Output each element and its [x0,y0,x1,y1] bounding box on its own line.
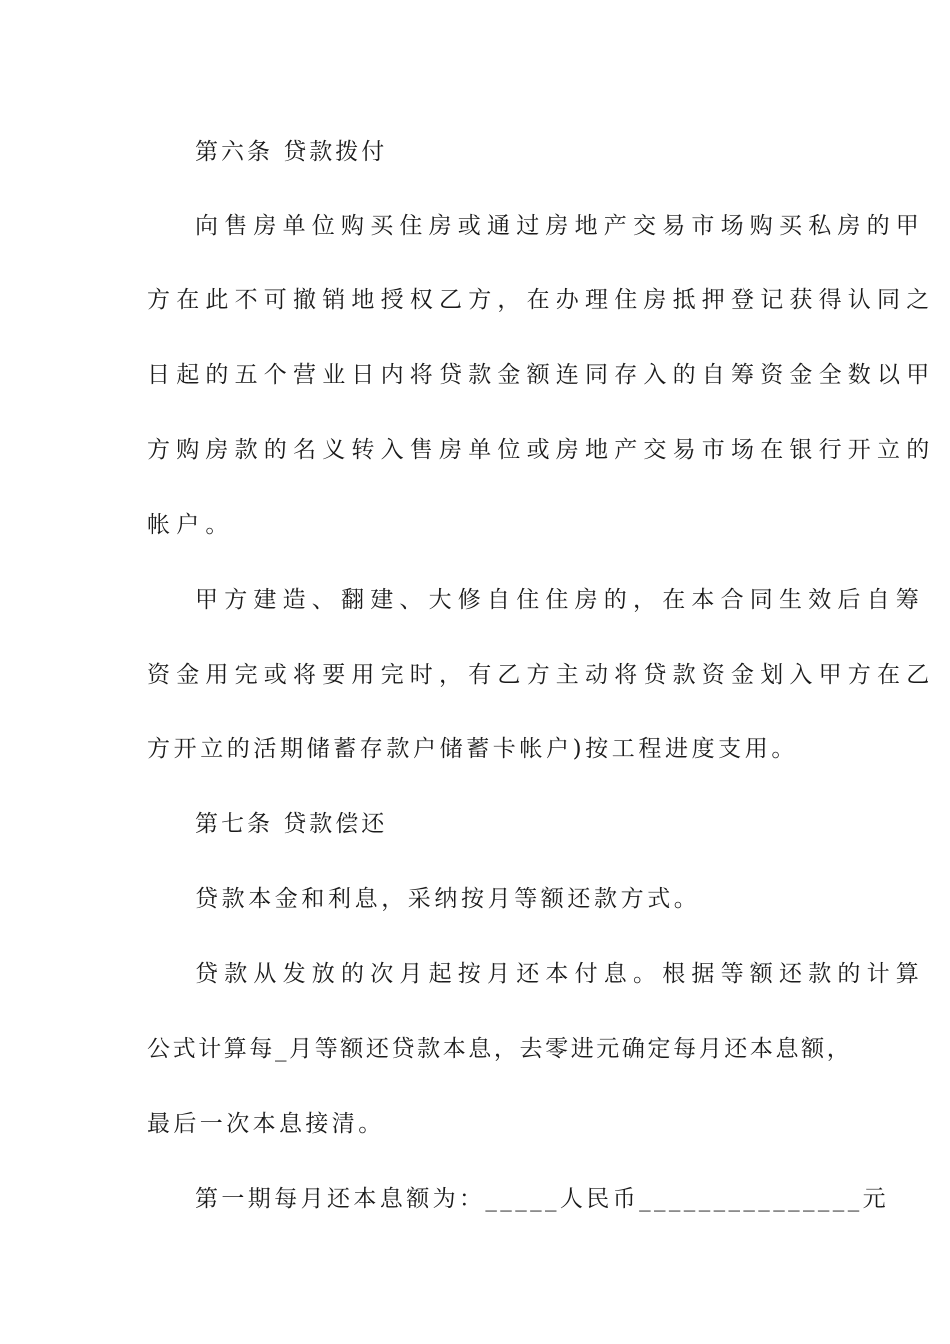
paragraph-line: 帐户。 [147,512,235,538]
paragraph-line: 最后一次本息接清。 [147,1111,385,1137]
paragraph-line: 贷款从发放的次月起按月还本付息。根据等额还款的计算 [195,961,925,987]
paragraph-line: 甲方建造、翻建、大修自住住房的，在本合同生效后自筹 [195,587,925,613]
article-6-heading: 第六条 贷款拨付 [195,139,388,165]
paragraph-line: 贷款本金和利息，采纳按月等额还款方式。 [195,886,701,912]
payment-amount-line: 第一期每月还本息额为：_____人民币_______________元 [195,1186,889,1212]
paragraph-line: 日起的五个营业日内将贷款金额连同存入的自筹资金全数以甲 [147,362,936,388]
paragraph-line: 向售房单位购买住房或通过房地产交易市场购买私房的甲 [195,213,925,239]
paragraph-line: 公式计算每_月等额还贷款本息，去零进元确定每月还本息额， [147,1036,853,1062]
article-7-heading: 第七条 贷款偿还 [195,811,388,837]
paragraph-line: 方开立的活期储蓄存款户储蓄卡帐户)按工程进度支用。 [147,736,798,762]
paragraph-line: 资金用完或将要用完时，有乙方主动将贷款资金划入甲方在乙 [147,662,936,688]
paragraph-line: 方购房款的名义转入售房单位或房地产交易市场在银行开立的 [147,437,936,463]
paragraph-line: 方在此不可撤销地授权乙方，在办理住房抵押登记获得认同之 [147,287,936,313]
